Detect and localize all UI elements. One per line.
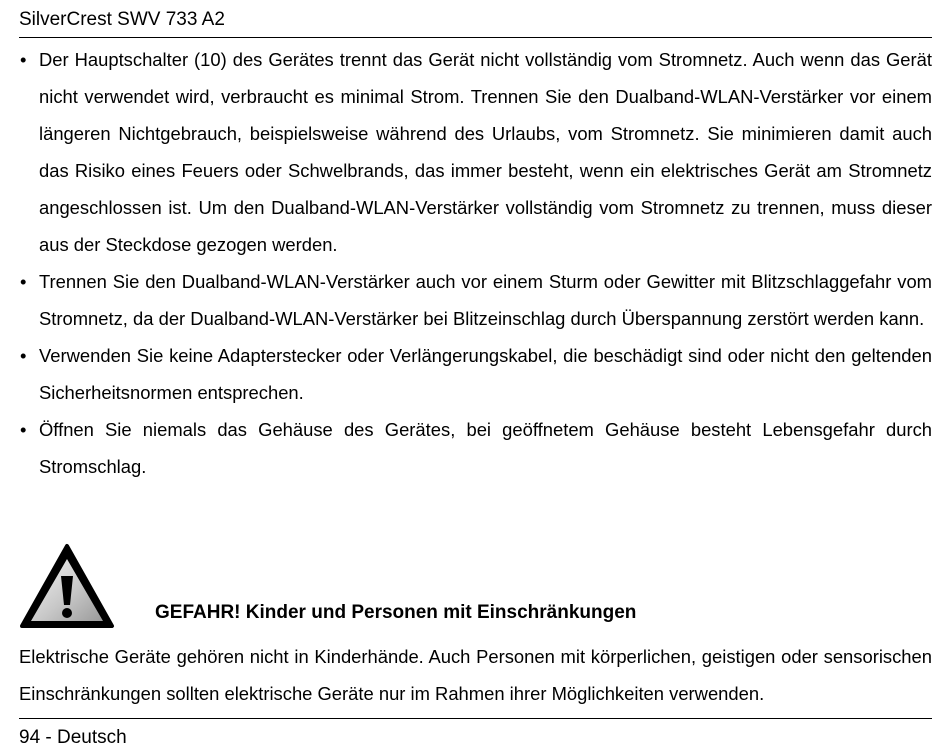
bullet-text: Trennen Sie den Dualband-WLAN-Verstärker auch vor einem Sturm oder Gewitter mit Blitzschlaggefahr vom Stromnetz, da der Dualband-WLAN-Verstärker bei Blitzeinschlag durch Überspannung zerstört werden kann. — [39, 271, 932, 329]
page-header-model: SilverCrest SWV 733 A2 — [19, 9, 225, 30]
bullet-item-housing — [19, 411, 932, 485]
bullet-text: Verwenden Sie keine Adapterstecker oder Verlängerungskabel, die beschädigt sind oder nicht den geltenden Sicherheitsnormen entsprechen. — [39, 345, 932, 403]
bullet-item-adapter — [19, 337, 932, 411]
warning-paragraph: Elektrische Geräte gehören nicht in Kinderhände. Auch Personen mit körperlichen, geistigen oder sensorischen Einschränkungen sollten elektrische Geräte nur im Rahmen ihrer Möglichkeiten verwenden. — [19, 646, 932, 704]
bullet-item-main-switch — [19, 41, 932, 263]
bullet-text: Der Hauptschalter (10) des Gerätes trennt das Gerät nicht vollständig vom Stromnetz. Auch wenn das Gerät nicht verwendet wird, verbraucht es minimal Strom. Trennen Sie den Dualband-WLAN-Verstärker vor einem längeren Nichtgebrauch, beispielsweise während des Urlaubs, vom Stromnetz. Sie minimieren damit auch das Risiko eines Feuers oder Schwelbrands, das immer besteht, wenn ein elektrisches Gerät am Stromnetz angeschlossen ist. Um den Dualband-WLAN-Verstärker vollständig vom Stromnetz zu trennen, muss dieser aus der Steckdose gezogen werden. — [39, 49, 932, 255]
warning-title: GEFAHR! Kinder und Personen mit Einschränkungen — [155, 602, 637, 623]
bullet-item-storm — [19, 263, 932, 337]
safety-bullet-list — [19, 41, 932, 485]
page-footer: 94 - Deutsch — [19, 727, 127, 748]
header-divider — [19, 37, 932, 38]
bullet-dot-icon: • — [20, 271, 27, 292]
warning-triangle-icon — [19, 543, 115, 629]
bullet-dot-icon: • — [20, 419, 27, 440]
bullet-dot-icon: • — [20, 345, 27, 366]
bullet-dot-icon: • — [20, 49, 27, 70]
document-page — [19, 0, 932, 753]
footer-divider — [19, 718, 932, 719]
bullet-text: Öffnen Sie niemals das Gehäuse des Gerätes, bei geöffnetem Gehäuse besteht Lebensgefahr durch Stromschlag. — [39, 419, 932, 477]
